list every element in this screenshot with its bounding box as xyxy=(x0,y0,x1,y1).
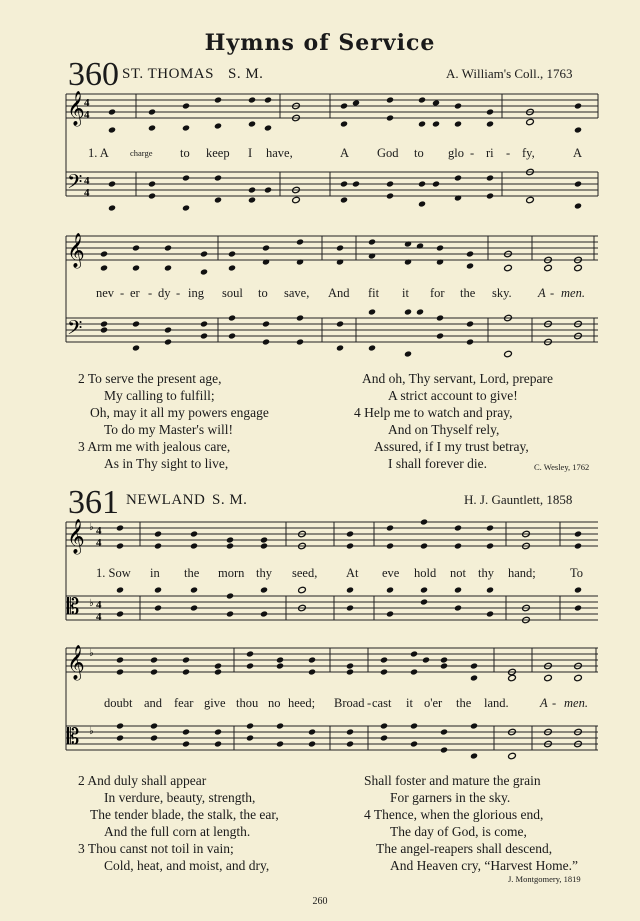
hymn-360-lyrics-line-2 xyxy=(0,286,640,300)
hymn-361-tune: NEWLAND xyxy=(126,492,206,508)
svg-text:♭: ♭ xyxy=(89,648,94,659)
svg-text:♭: ♭ xyxy=(89,598,94,609)
lyric-word: I xyxy=(248,146,253,160)
lyric-word: thy xyxy=(478,566,494,580)
hymn-360-number: 360 xyxy=(68,56,119,93)
lyric-word: the xyxy=(456,696,472,710)
lyric-word: 1. A xyxy=(88,146,109,160)
amen-word: - xyxy=(552,696,557,710)
lyric-word: A xyxy=(340,146,350,160)
amen-word: men. xyxy=(564,696,588,710)
verse-line: In verdure, beauty, strength, xyxy=(104,790,256,805)
verse-line: A strict account to give! xyxy=(388,388,518,403)
lyric-word: for xyxy=(430,286,445,300)
lyric-word: thou xyxy=(236,696,259,710)
hymn-361-author: J. Montgomery, 1819 xyxy=(508,874,581,884)
verse-line: And Heaven cry, “Harvest Home.” xyxy=(390,858,579,873)
lyric-word: nev xyxy=(96,286,115,300)
lyric-word: dy xyxy=(158,286,171,300)
hymn-360-verses-right xyxy=(354,370,553,472)
lyric-word: And xyxy=(328,286,350,300)
svg-text:4: 4 xyxy=(96,525,102,537)
verse-line: 4 Thence, when the glorious end, xyxy=(364,807,544,822)
lyric-word: sky. xyxy=(492,286,512,300)
amen-word: men. xyxy=(561,286,585,300)
verse-line: Oh, may it all my powers engage xyxy=(90,405,269,420)
svg-text:♭: ♭ xyxy=(89,522,94,533)
lyric-word: fy, xyxy=(522,146,535,160)
lyric-word: cast xyxy=(372,696,392,710)
lyric-word: to xyxy=(258,286,268,300)
lyric-word: seed, xyxy=(292,566,318,580)
lyric-word: - xyxy=(506,146,511,160)
svg-text:4: 4 xyxy=(96,611,102,623)
hymn-360-composer: A. William's Coll., 1763 xyxy=(446,66,573,81)
svg-text:𝄡: 𝄡 xyxy=(67,595,80,620)
svg-text:𝄡: 𝄡 xyxy=(67,725,80,750)
lyric-word: At xyxy=(346,566,359,580)
verse-line: And oh, Thy servant, Lord, prepare xyxy=(362,371,553,386)
lyric-word: - xyxy=(367,696,372,710)
lyric-word: Broad xyxy=(334,696,365,710)
lyric-word: doubt xyxy=(104,696,133,710)
verse-line: Shall foster and mature the grain xyxy=(364,773,541,788)
lyric-word: eve xyxy=(382,566,400,580)
lyric-word: 1. Sow xyxy=(96,566,131,580)
svg-text:4: 4 xyxy=(84,175,90,187)
verse-line: And the full corn at length. xyxy=(104,824,251,839)
svg-text:4: 4 xyxy=(96,599,102,611)
amen-word: A xyxy=(538,286,546,300)
lyric-word: charge xyxy=(130,148,153,158)
lyric-word: not xyxy=(450,566,466,580)
lyric-word: o'er xyxy=(424,696,443,710)
amen-word: - xyxy=(550,286,555,300)
hymn-360-verses-left xyxy=(78,370,269,472)
lyric-word: it xyxy=(402,286,409,300)
hymn-361-composer: H. J. Gauntlett, 1858 xyxy=(464,492,573,507)
verse-line: And on Thyself rely, xyxy=(388,422,500,437)
page-header: Hymns of Service xyxy=(204,30,436,56)
lyric-word: God xyxy=(377,146,399,160)
verse-line: The tender blade, the stalk, the ear, xyxy=(90,807,279,822)
lyric-word: give xyxy=(204,696,226,710)
hymn-361-verses-left xyxy=(78,772,279,874)
lyric-word: hand; xyxy=(508,566,536,580)
lyric-word: have, xyxy=(266,146,293,160)
svg-text:4: 4 xyxy=(84,187,90,199)
hymn-361-lyrics-line-2 xyxy=(0,696,640,710)
hymn-360-tune: ST. THOMAS xyxy=(122,66,214,82)
hymn-360-lyrics-line-1 xyxy=(0,146,640,160)
lyric-word: save, xyxy=(284,286,310,300)
verse-line: The day of God, is come, xyxy=(390,824,527,839)
verse-line: The angel-reapers shall descend, xyxy=(376,841,553,856)
svg-text:♭: ♭ xyxy=(89,726,94,737)
svg-text:𝄞: 𝄞 xyxy=(67,519,85,554)
lyric-word: it xyxy=(406,696,413,710)
amen-word: A xyxy=(540,696,548,710)
hymn-361-meter: S. M. xyxy=(212,492,248,508)
hymn-360-meter: S. M. xyxy=(228,66,264,82)
lyric-word: ri xyxy=(486,146,494,160)
svg-text:4: 4 xyxy=(84,109,90,121)
lyric-word: ing xyxy=(188,286,204,300)
page-number: 260 xyxy=(312,896,328,907)
lyric-word: the xyxy=(460,286,476,300)
lyric-word: soul xyxy=(222,286,243,300)
verse-line: Cold, heat, and moist, and dry, xyxy=(104,858,270,873)
lyric-word: heed; xyxy=(288,696,316,710)
verse-line: 4 Help me to watch and pray, xyxy=(354,405,513,420)
verse-line: 2 And duly shall appear xyxy=(78,773,207,788)
lyric-word: in xyxy=(150,566,160,580)
svg-text:𝄢: 𝄢 xyxy=(67,170,83,198)
lyric-word: hold xyxy=(414,566,437,580)
svg-text:𝄢: 𝄢 xyxy=(67,316,83,344)
lyric-word: - xyxy=(176,286,181,300)
svg-text:4: 4 xyxy=(96,537,102,549)
verse-line: As in Thy sight to live, xyxy=(104,456,229,471)
verse-line: 2 To serve the present age, xyxy=(78,371,222,386)
verse-line: To do my Master's will! xyxy=(104,422,233,437)
verse-line: My calling to fulfill; xyxy=(104,388,215,403)
lyric-word: er xyxy=(130,286,140,300)
lyric-word: morn xyxy=(218,566,245,580)
lyric-word: A xyxy=(573,146,583,160)
lyric-word: no xyxy=(268,696,281,710)
lyric-word: - xyxy=(470,146,475,160)
lyric-word: keep xyxy=(206,146,230,160)
verse-line: For garners in the sky. xyxy=(390,790,511,805)
svg-text:4: 4 xyxy=(84,97,90,109)
hymn-361-verses-right xyxy=(364,772,578,874)
lyric-word: To xyxy=(570,566,584,580)
lyric-word: fear xyxy=(174,696,194,710)
hymn-361-lyrics-line-1 xyxy=(0,566,640,580)
lyric-word: fit xyxy=(368,286,380,300)
hymn-360-author: C. Wesley, 1762 xyxy=(534,462,590,472)
lyric-word: to xyxy=(180,146,190,160)
lyric-word: glo xyxy=(448,146,464,160)
verse-line: I shall forever die. xyxy=(388,456,487,471)
verse-line: 3 Arm me with jealous care, xyxy=(78,439,231,454)
lyric-word: and xyxy=(144,696,163,710)
lyric-word: the xyxy=(184,566,200,580)
verse-line: 3 Thou canst not toil in vain; xyxy=(78,841,234,856)
lyric-word: - xyxy=(148,286,153,300)
svg-text:𝄞: 𝄞 xyxy=(67,645,85,680)
svg-text:𝄞: 𝄞 xyxy=(67,233,85,268)
hymn-361-number: 361 xyxy=(68,484,119,521)
lyric-word: to xyxy=(414,146,424,160)
lyric-word: thy xyxy=(256,566,272,580)
verse-line: Assured, if I my trust betray, xyxy=(374,439,529,454)
lyric-word: land. xyxy=(484,696,509,710)
lyric-word: - xyxy=(120,286,125,300)
svg-text:𝄞: 𝄞 xyxy=(67,91,85,126)
